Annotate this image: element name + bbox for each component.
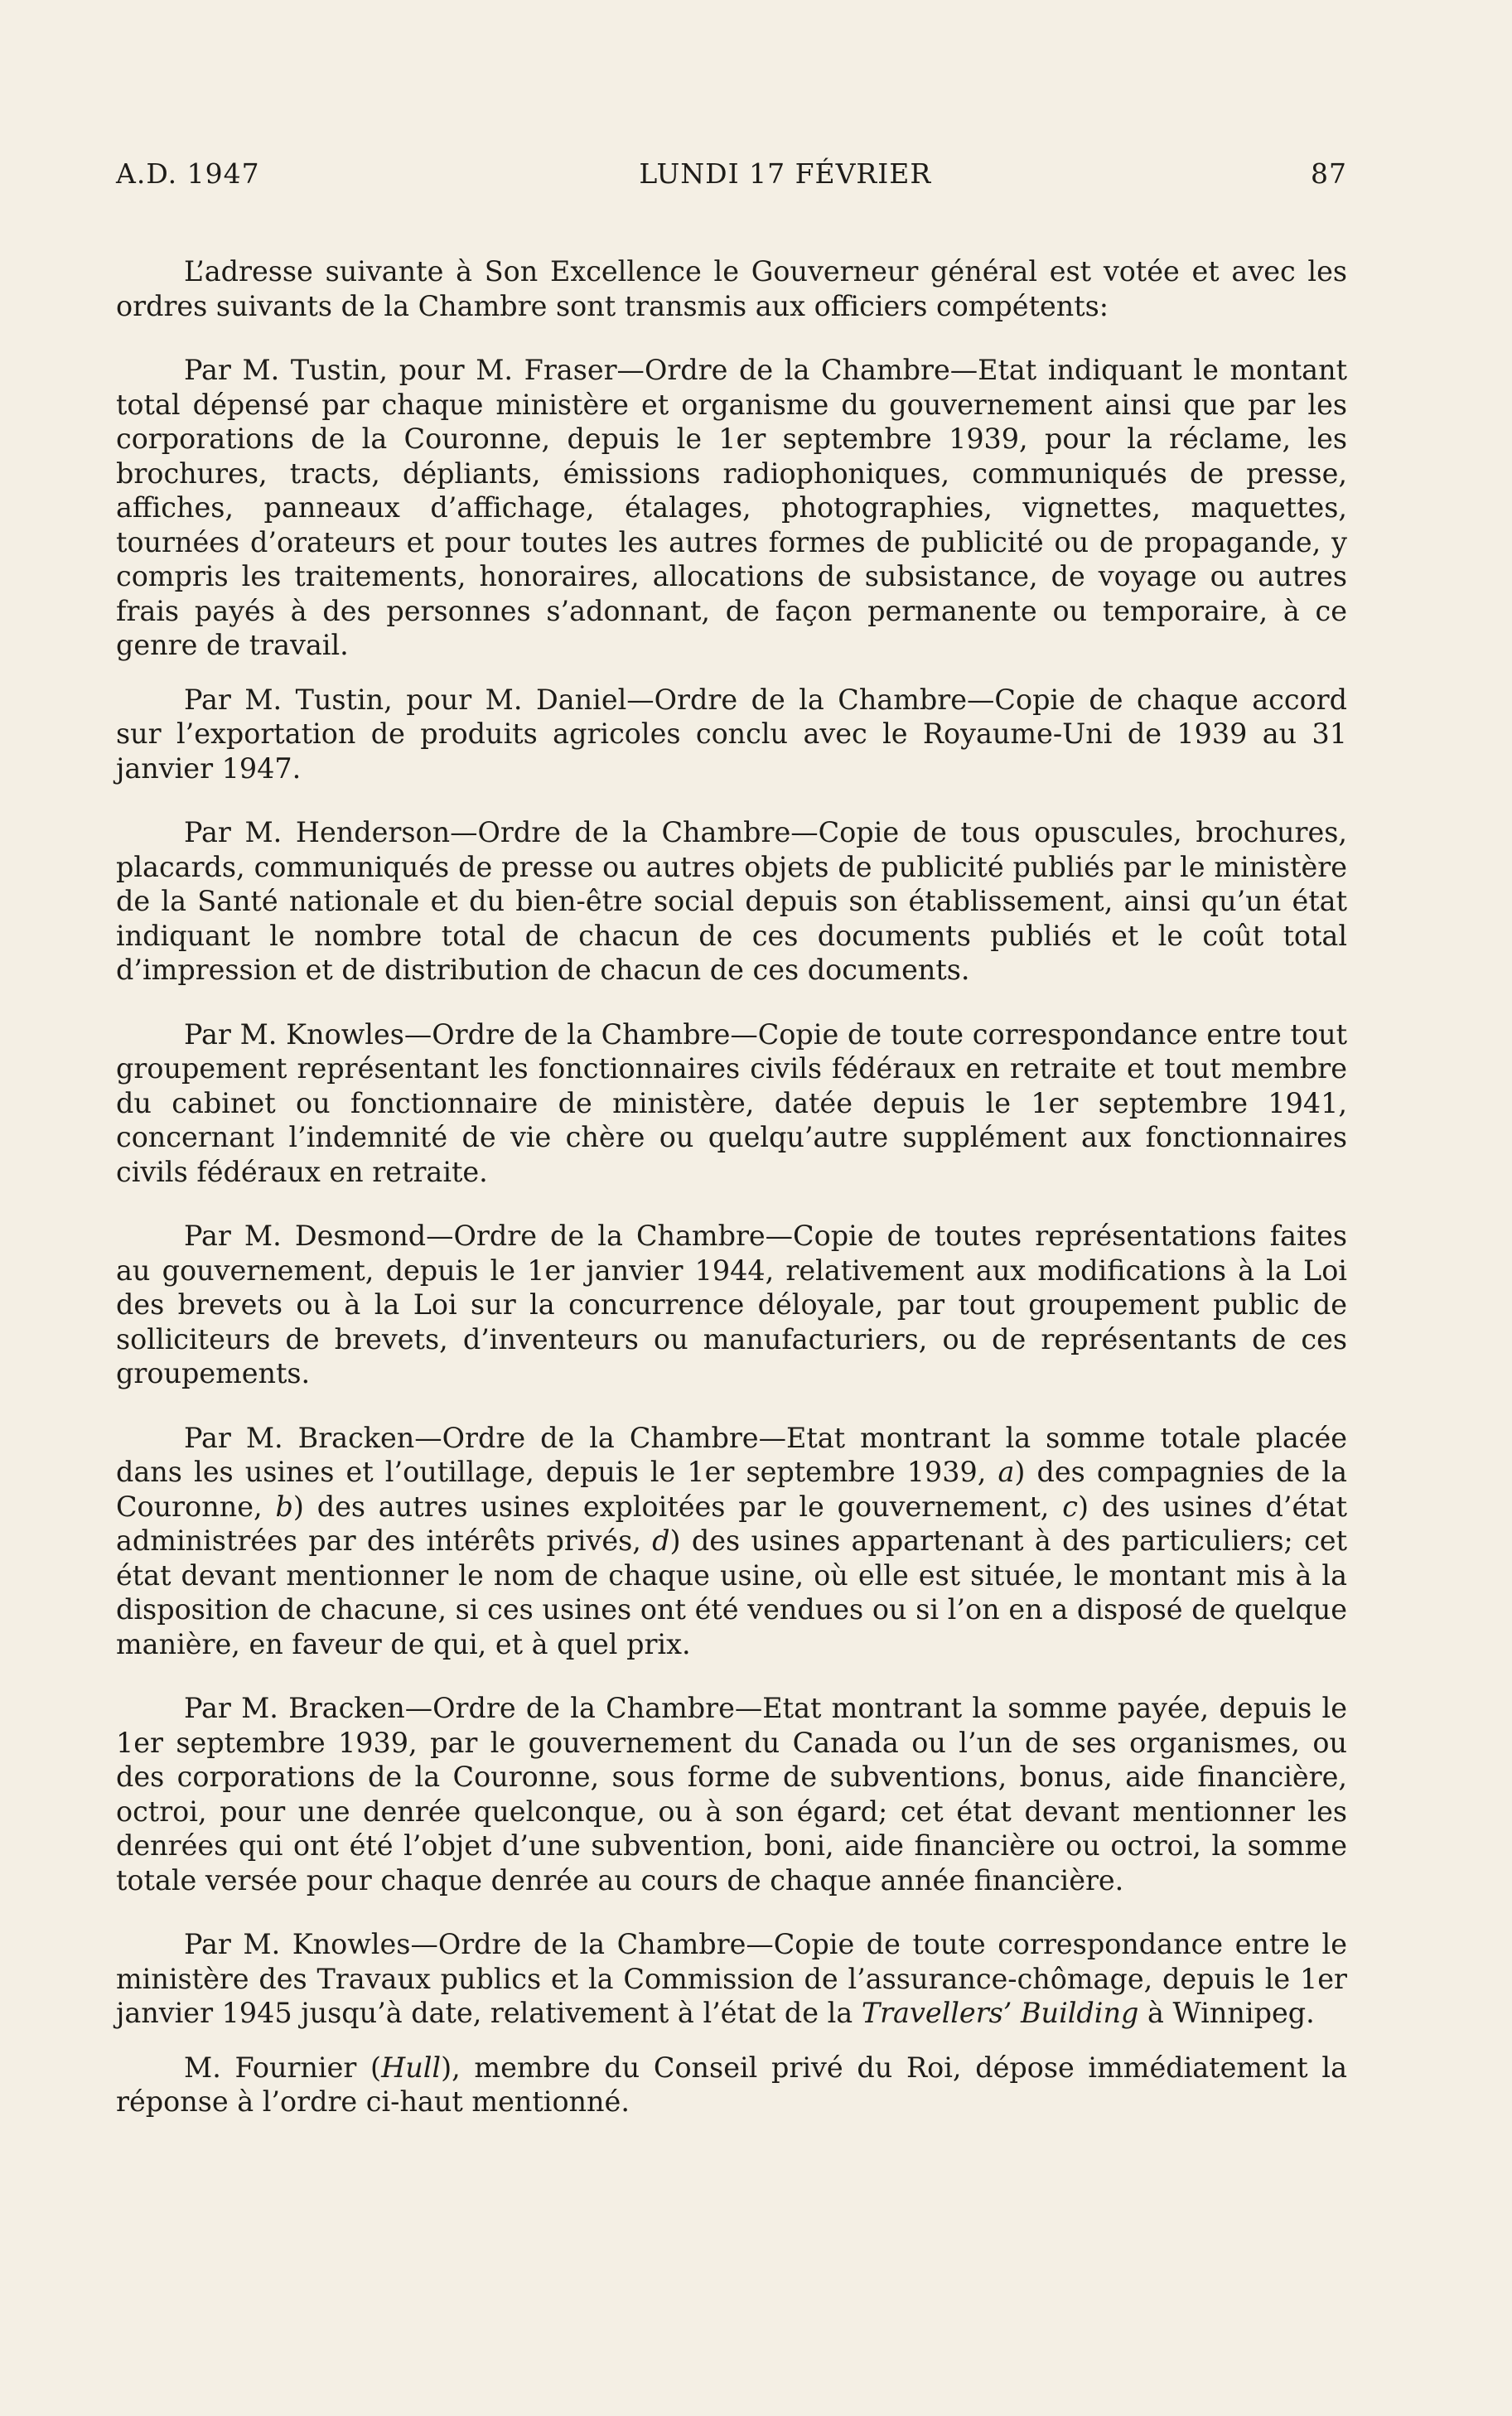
bracken-mark-c: c: [1062, 1490, 1078, 1523]
header-year: A.D. 1947: [116, 157, 260, 190]
paragraph-henderson: Par M. Henderson—Ordre de la Chambre—Copie de tous opuscules, brochures, placards, communiqués de presse ou autres objets de publicité publiés par le ministère de la Santé nationale et du bien-être social depuis son établissement, ainsi qu’un état indiquant le nombre total de chacun de ces documents publiés et le coût total d’impression et de distribution de chacun de ces documents.: [116, 816, 1347, 986]
document-page: [116, 157, 1347, 2119]
paragraph-knowles-2: [116, 1927, 1347, 2031]
bracken-text-5: ) des usines appartenant à des particuliers; cet état devant mentionner le nom de chaque usine, où elle est située, le montant mis à la disposition de chacune, si ces usines ont été vendues ou si l’on en a disposé de quelque manière, en faveur de qui, et à quel prix.: [116, 1524, 1347, 1660]
header-date: LUNDI 17 FÉVRIER: [639, 157, 932, 190]
knowles2-text-2: à Winnipeg.: [1138, 1997, 1315, 2029]
knowles2-building-name: Travellers’ Building: [861, 1997, 1139, 2029]
bracken-text-2: ) des compagnies de la Couronne,: [116, 1456, 1347, 1523]
paragraph-address: L’adresse suivante à Son Excellence le Gouverneur général est votée et avec les ordres suivants de la Chambre sont transmis aux officiers compétents:: [116, 255, 1347, 322]
bracken-text-3: ) des autres usines exploitées par le gouvernement,: [292, 1490, 1063, 1523]
body-text: [116, 254, 1347, 2119]
bracken-text-1: Par M. Bracken—Ordre de la Chambre—Etat montrant la somme totale placée dans les usines et l’outillage, depuis le 1er septembre 1939,: [116, 1421, 1347, 1488]
paragraph-fournier: [116, 2051, 1347, 2119]
paragraph-knowles-1: Par M. Knowles—Ordre de la Chambre—Copie de toute correspondance entre tout groupement représentant les fonctionnaires civils fédéraux en retraite et tout membre du cabinet ou fonctionnaire de ministère, datée depuis le 1er septembre 1941, concernant l’indemnité de vie chère ou quelqu’autre supplément aux fonctionnaires civils fédéraux en retraite.: [116, 1017, 1347, 1188]
bracken-mark-d: d: [652, 1524, 670, 1557]
paragraph-bracken-1: [116, 1421, 1347, 1662]
header-page-number: 87: [1310, 157, 1347, 190]
paragraph-bracken-2: Par M. Bracken—Ordre de la Chambre—Etat montrant la somme payée, depuis le 1er septembre 1939, par le gouvernement du Canada ou l’un de ses organismes, ou des corporations de la Couronne, sous forme de subventions, bonus, aide financière, octroi, pour une denrée quelconque, ou à son égard; cet état devant mentionner les denrées qui ont été l’objet d’une subvention, boni, aide financière ou octroi, la somme totale versée pour chaque denrée au cours de chaque année financière.: [116, 1692, 1347, 1897]
fournier-riding: Hull: [381, 2051, 442, 2084]
knowles2-text-1: Par M. Knowles—Ordre de la Chambre—Copie de toute correspondance entre le ministère des Travaux publics et la Commission de l’assurance-chômage, depuis le 1er janvier 1945 jusqu’à date, relativement à l’état de la: [116, 1928, 1347, 2029]
paragraph-desmond: Par M. Desmond—Ordre de la Chambre—Copie de toutes représentations faites au gouvernement, depuis le 1er janvier 1944, relativement aux modifications à la Loi des brevets ou à la Loi sur la concurrence déloyale, par tout groupement public de solliciteurs de brevets, d’inventeurs ou manufacturiers, ou de représentants de ces groupements.: [116, 1220, 1347, 1389]
paragraph-tustin-fraser: Par M. Tustin, pour M. Fraser—Ordre de la Chambre—Etat indiquant le montant total dépensé par chaque ministère et organisme du gouvernement ainsi que par les corporations de la Couronne, depuis le 1er septembre 1939, pour la réclame, les brochures, tracts, dépliants, émissions radiophoniques, communiqués de presse, affiches, panneaux d’affichage, étalages, photographies, vignettes, maquettes, tournées d’orateurs et pour toutes les autres formes de publicité ou de propagande, y compris les traitements, honoraires, allocations de subsistance, de voyage ou autres frais payés à des personnes s’adonnant, de façon permanente ou temporaire, à ce genre de travail.: [116, 354, 1347, 661]
bracken-text-4: ) des usines d’état administrées par des intérêts privés,: [116, 1490, 1347, 1557]
bracken-mark-b: b: [275, 1490, 293, 1523]
bracken-mark-a: a: [998, 1456, 1015, 1488]
paragraph-tustin-daniel: Par M. Tustin, pour M. Daniel—Ordre de la Chambre—Copie de chaque accord sur l’exportation de produits agricoles conclu avec le Royaume-Uni de 1939 au 31 janvier 1947.: [116, 683, 1347, 785]
page-header: [116, 157, 1347, 190]
fournier-text-1: M. Fournier (: [184, 2051, 382, 2084]
fournier-text-2: ), membre du Conseil privé du Roi, dépose immédiatement la réponse à l’ordre ci-haut mentionné.: [116, 2051, 1347, 2118]
